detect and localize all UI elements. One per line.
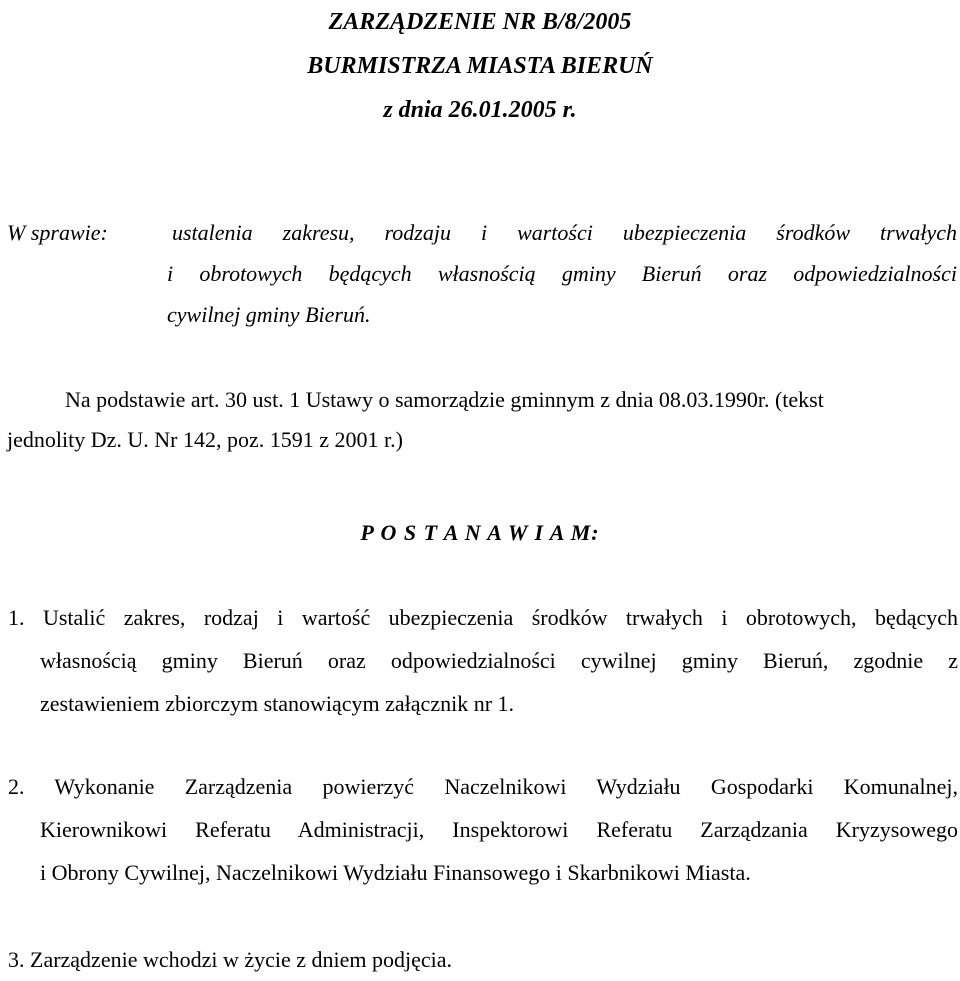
point-1 <box>8 596 958 725</box>
point-line: 2. Wykonanie Zarządzenia powierzyć Naczelnikowi Wydziału Gospodarki Komunalnej, <box>8 774 958 799</box>
subject-text <box>167 212 957 335</box>
point-line: zestawieniem zbiorczym stanowiącym załącznik nr 1. <box>40 691 515 716</box>
point-line: 1. Ustalić zakres, rodzaj i wartość ubezpieczenia środków trwałych i obrotowych, będących <box>8 605 958 630</box>
decree-heading: P O S T A N A W I A M: <box>360 520 600 545</box>
point-line: 3. Zarządzenie wchodzi w życie z dniem podjęcia. <box>8 947 453 972</box>
point-2 <box>8 765 958 894</box>
point-line: własnością gminy Bieruń oraz odpowiedzialności cywilnej gminy Bieruń, zgodnie z <box>40 648 958 673</box>
subject-line: ustalenia zakresu, rodzaju i wartości ubezpieczenia środków trwałych <box>172 220 957 245</box>
point-line: Kierownikowi Referatu Administracji, Inspektorowi Referatu Zarządzania Kryzysowego <box>40 817 958 842</box>
legal-basis-line: Na podstawie art. 30 ust. 1 Ustawy o samorządzie gminnym z dnia 08.03.1990r. (tekst <box>65 387 824 412</box>
header-issuer: BURMISTRZA MIASTA BIERUŃ <box>307 53 653 79</box>
subject-line: i obrotowych będących własnością gminy Bieruń oraz odpowiedzialności <box>167 261 957 286</box>
document-header <box>0 0 960 132</box>
legal-basis <box>7 380 957 460</box>
header-date: z dnia 26.01.2005 r. <box>383 97 577 123</box>
subject-line: cywilnej gminy Bieruń. <box>167 302 371 327</box>
header-title: ZARZĄDZENIE NR B/8/2005 <box>328 9 632 35</box>
point-line: i Obrony Cywilnej, Naczelnikowi Wydziału Finansowego i Skarbnikowi Miasta. <box>40 860 751 885</box>
subject-label: W sprawie: <box>7 220 108 245</box>
legal-basis-line: jednolity Dz. U. Nr 142, poz. 1591 z 2001 r.) <box>7 427 403 452</box>
